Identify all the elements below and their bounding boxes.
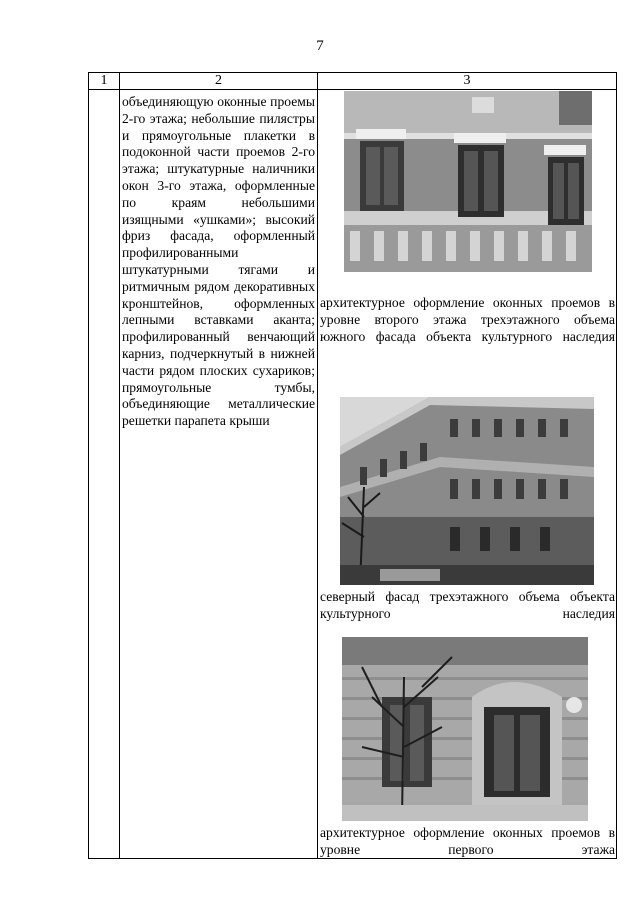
table-header-row <box>89 73 617 90</box>
photo-caption: архитектурное оформление оконных проемов в уровне второго этажа трехэтажного объема южного фасада объекта культурного наследия <box>320 295 615 344</box>
photo-caption: северный фасад трехэтажного объема объекта культурного наследия <box>320 589 615 621</box>
column-1-cell <box>89 90 120 859</box>
column-header-3: 3 <box>318 73 617 90</box>
page-number: 7 <box>316 38 324 54</box>
column-header-2: 2 <box>120 73 318 90</box>
photo-north-facade <box>340 397 594 585</box>
facade-description-text: объединяющую оконные проемы 2-го этажа; небольшие пилястры и прямоугольные плакетки в подоконной части проемов 2-го этажа; штукатурные наличники окон 3-го этажа, оформленные по краям небольшими изящными «ушками»; высокий фриз фасада, оформленный профилированными штукатурными тягами и ритмичным рядом декоративных кронштейнов, оформленных лепными вставками аканта; профилированный венчающий карниз, подчеркнутый в нижней части рядом плоских сухариков; прямоугольные тумбы, объединяющие металлические решетки парапета крыши <box>122 94 315 429</box>
monument-description-table <box>88 72 617 859</box>
table-row <box>89 90 617 859</box>
column-3-cell <box>318 90 617 859</box>
column-2-cell <box>120 90 318 859</box>
photo-second-floor-windows <box>344 91 592 272</box>
photo-first-floor-windows <box>342 637 588 821</box>
photo-caption: архитектурное оформление оконных проемов в уровне первого этажа <box>320 825 615 857</box>
column-header-1: 1 <box>89 73 120 90</box>
